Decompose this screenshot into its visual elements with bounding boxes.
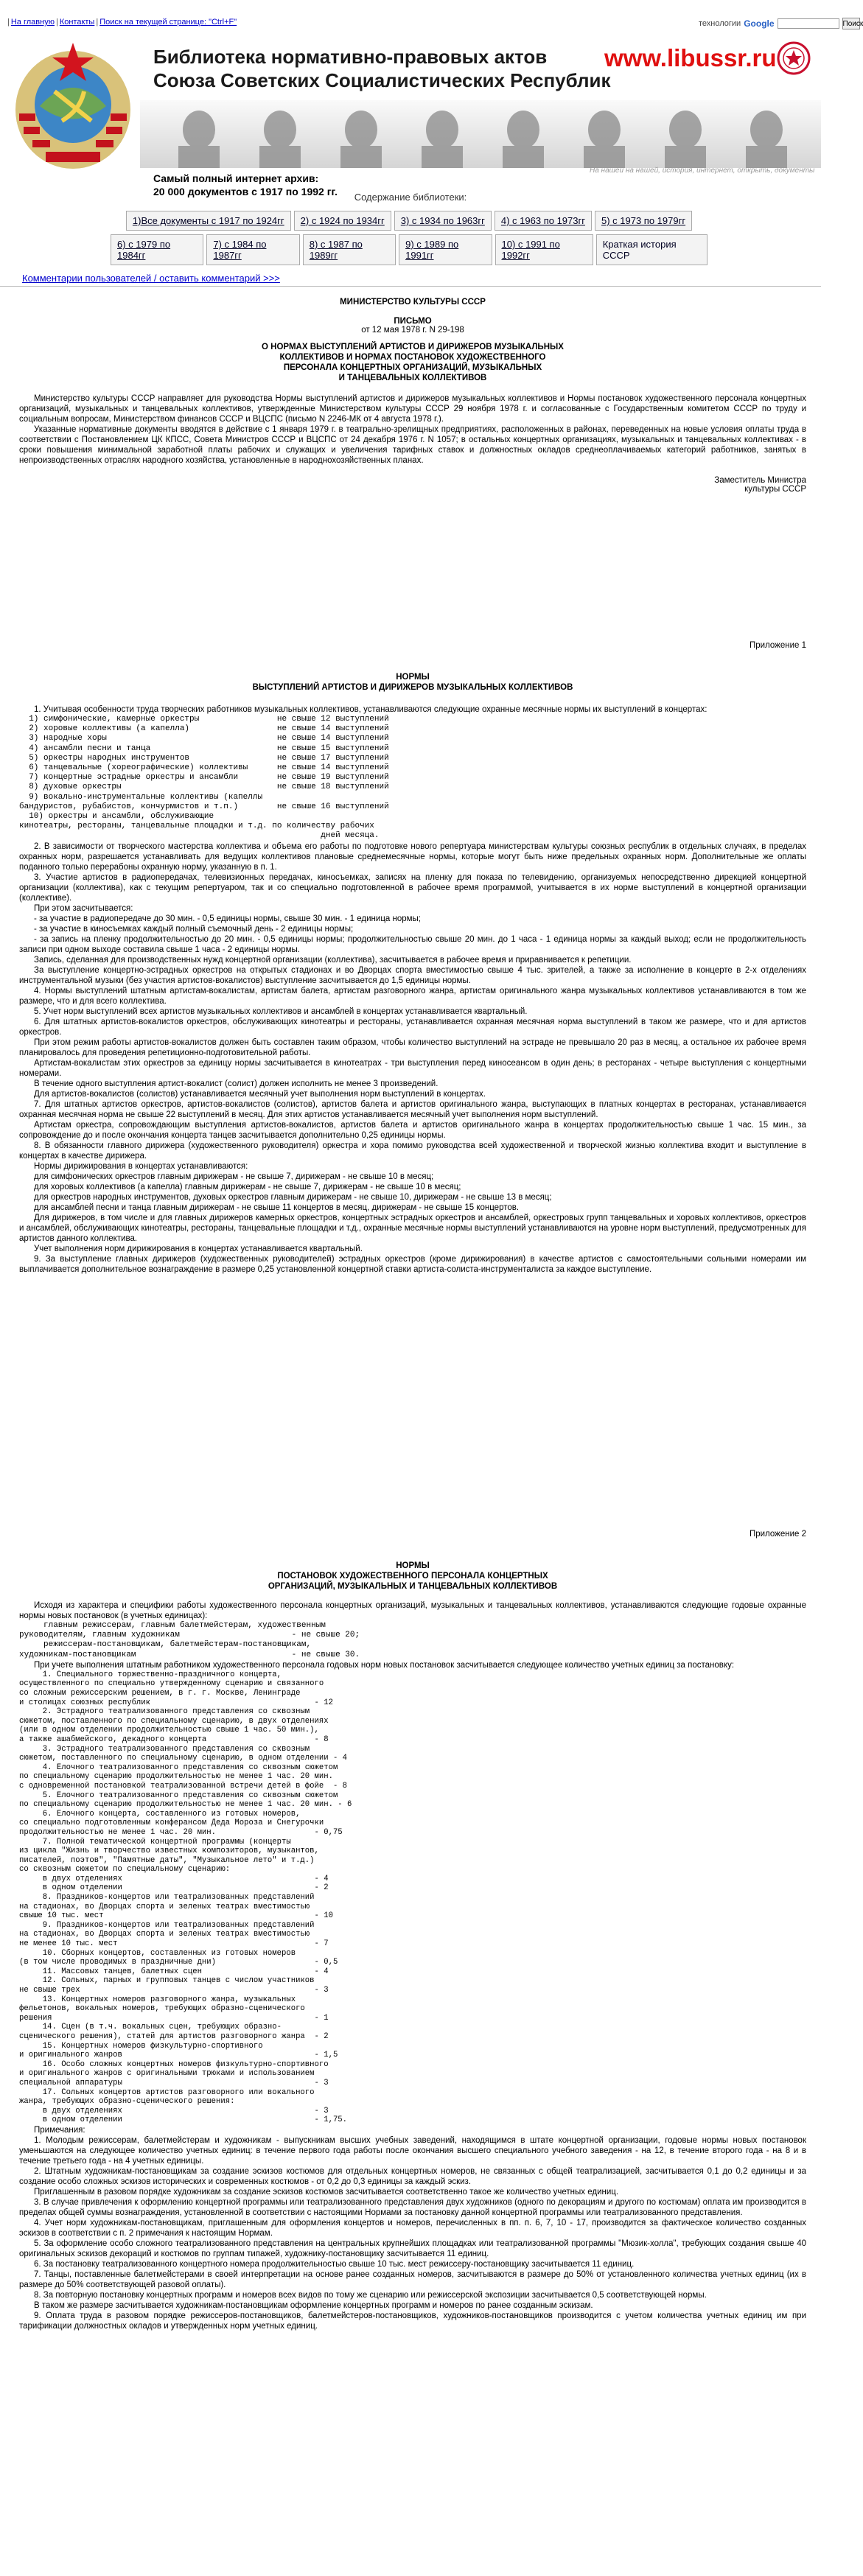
appendix1-paragraph: 9. За выступление главных дирижеров (художественных руководителей) эстрадных оркестров (кроме дирижирования) в качестве артистов с самостоятельными сольными номерами им выплачивается дополнительное вознаграждение в размере 0,25 установленной концертной ставки артиста-солиста-инструменталиста за каждое выступление. <box>19 1254 806 1274</box>
appendix1-paragraph: для хоровых коллективов (а капелла) главным дирижерам - не свыше 7, дирижерам - не свыше 10 в месяц; <box>34 1182 461 1191</box>
appendix2-title: НОРМЫ ПОСТАНОВОК ХУДОЖЕСТВЕННОГО ПЕРСОНАЛА КОНЦЕРТНЫХ ОРГАНИЗАЦИЙ, МУЗЫКАЛЬНЫХ И ТАНЦЕВАЛЬНЫХ КОЛЛЕКТИВОВ <box>268 1561 558 1591</box>
appendix1-paragraph: для ансамблей песни и танца главным дирижерам - не свыше 11 концертов в месяц, дирижерам - не свыше 15 концертов. <box>34 1203 520 1212</box>
appendix2-intro: Исходя из характера и специфики работы художественного персонала концертных организаций, музыкальных и танцевальных коллективов, устанавливаются следующие годовые охранные нормы новых постановок (в учетных единицах): <box>19 1601 806 1620</box>
period-nav-row2 <box>111 234 707 265</box>
appendix1-paragraph: 6. Для штатных артистов-вокалистов оркестров, обслуживающих кинотеатры и рестораны, устанавливается охранная месячная норма выступлений в таком же размере, что и для артистов оркестров. <box>19 1017 806 1037</box>
appendix2-units-list: 1. Специального торжественно-праздничного концерта, осуществленного по специально утвержденному сценарию и связанного со сложным режиссерским решением, в г. г. Москве, Ленинграде и столицах союзных республик - 12 2. Эстрадного театрализованного представления со сквозным сюжетом, поставленного по специальному сценарию, в двух отделениях (или в одном отделении продолжительностью свыше 1 час. 50 мин.), а также ашабмейского, декадного концерта - 8 3. Эстрадного театрализованного представления со сквозным сюжетом, поставленного по специальному сценарию, в одном отделении - 4 4. Елочного театрализованного представления со сквозным сюжетом по специальному сценарию продолжительностью не менее 1 час. 20 мин. с одновременной постановкой театрализованной встречи детей в фойе - 8 5. Елочного театрализованного представления со сквозным сюжетом по специальному сценарию продолжительностью не менее 1 час. 20 мин. - 6 6. Елочного концерта, составленного из готовых номеров, со специально подготовленным конферансом Деда Мороза и Снегурочки продолжительностью не менее 1 час. 20 мин. - 0,75 7. Полной тематической концертной программы (концерты из цикла "Жизнь и творчество известных композиторов, музыкантов, писателей, поэтов", "Памятные даты", "Музыкальное лето" и т.д.) со сквозным сюжетом по специальному сценарию: в двух отделениях - 4 в одном отделении - 2 8. Праздников-концертов или театрализованных представлений на стадионах, во Дворцах спорта и зеленых театрах вместимостью свыше 10 тыс. мест - 10 9. Праздников-концертов или театрализованных представлений на стадионах, во Дворцах спорта и зеленых театрах вместимостью не менее 10 тыс. мест - 7 10. Сборных концертов, составленных из готовых номеров (в том числе проводимых в праздничные дни) - 0,5 11. Массовых танцев, балетных сцен - 4 12. Сольных, парных и групповых танцев с числом участников не свыше трех - 3 13. Концертных номеров разговорного жанра, музыкальных фельетонов, вокальных номеров, требующих образно-сценического решения - 1 14. Сцен (в т.ч. вокальных сцен, требующих образно- сценического решения), статей для артистов разговорного жанра - 2 15. Концертных номеров физкультурно-спортивного и оригинального жанров - 1,5 16. Особо сложных концертных номеров физкультурно-спортивного и оригинального жанров с оригинальными трюками и использованием специальной аппаратуры - 3 17. Сольных концертов артистов разговорного или вокального жанра, требующих образно-сценического решения: в двух отделениях - 3 в одном отделении - 1,75. <box>19 1670 352 2125</box>
site-header <box>0 29 821 197</box>
letter-title: О НОРМАХ ВЫСТУПЛЕНИЙ АРТИСТОВ И ДИРИЖЕРОВ МУЗЫКАЛЬНЫХ КОЛЛЕКТИВОВ И НОРМАХ ПОСТАНОВОК ХУДОЖЕСТВЕННОГО ПЕРСОНАЛА КОНЦЕРТНЫХ ОРГАНИЗАЦИЙ, МУЗЫКАЛЬНЫХ И ТАНЦЕВАЛЬНЫХ КОЛЛЕКТИВОВ <box>262 343 564 382</box>
appendix1-paragraph: 3. Участие артистов в радиопередачах, телевизионных передачах, киносъемках, записях на пленку для показа по телевидению, организуемых непосредственно дирекцией концертной организации (коллектива), как с текущим репертуаром, так и со специально подготовленной в рабочее время программой, учитывается в их норме выступлений в концертной организации (коллективе). <box>19 872 806 903</box>
appendix1-paragraph: 2. В зависимости от творческого мастерства коллектива и объема его работы по подготовке нового репертуара министерствам культуры союзных республик в отдельных случаях, в пределах охранных норм, разрешается устанавливать для ведущих коллективов плановые среднемесячные нормы, которые могут быть ниже предельных охранных норм. Дополнительные же оплаты поданного только перерабоны охранную норму, указанную в п. 1. <box>19 841 806 872</box>
appendix2-note: 9. Оплата труда в разовом порядке режиссеров-постановщиков, балетмейстеров-постановщиков, художников-постановщиков производится с учетом количества учетных единиц им при тарификации должностных окладов и утвержденных норм учетных единиц. <box>19 2311 806 2331</box>
appendix1-paragraph: Для дирижеров, в том числе и для главных дирижеров камерных оркестров, концертных эстрадных оркестров и ансамблей, оркестровых групп танцевальных и хоровых коллективов, оркестров и ансамблей, обслуживающих кинотеатры, рестораны, танцевальные площадки и т.д., охранные месячные нормы выступлений устанавливаются на уровне норм выступлений, предусмотренных для артистов данного коллектива. <box>19 1213 806 1243</box>
appendix1-paragraph: 4. Нормы выступлений штатным артистам-вокалистам, артистам балета, артистам разговорного жанра, артистам оригинального жанра музыкальных коллективов устанавливаются в том же размере, что и для всего коллектива. <box>19 986 806 1006</box>
appendix1-paragraph: Учет выполнения норм дирижирования в концертах устанавливается квартальный. <box>34 1244 363 1253</box>
period-link-1[interactable]: 1)Все документы с 1917 по 1924гг <box>126 211 291 231</box>
appendix2-section <box>19 1530 806 2331</box>
appendix1-paragraph: 8. В обязанности главного дирижера (художественного руководителя) оркестра и хора помимо руководства всей художественной и творческой жизнью коллектива входит и выступление в концертах в качестве дирижера. <box>19 1141 806 1161</box>
appendix2-note: 3. В случае привлечения к оформлению концертной программы или театрализованного представления двух художников (одного по декорациям и другого по костюмам) оплата им производится в пределах общей суммы вознаграждения, установленной в соответствии с настоящими Нормами за постановку данной концертной программы или театрализованного представления. <box>19 2197 806 2217</box>
appendix1-paragraph: - за участие в киносъемках каждый полный съемочный день - 2 единицы нормы; <box>34 924 354 934</box>
site-search <box>699 18 863 29</box>
appendix1-paragraph: При этом режим работы артистов-вокалистов должен быть составлен таким образом, чтобы количество выступлений на эстраде не превышало 20 раз в месяц, а остальное их рабочее время планировалось для проведения репетиционно-подготовительной работы. <box>19 1037 806 1057</box>
search-label: технологии <box>699 19 741 28</box>
appendix1-paragraph: При этом засчитывается: <box>34 903 133 913</box>
period-link-2[interactable]: 2) с 1924 по 1934гг <box>294 211 391 231</box>
appendix2-units-intro: При учете выполнения штатным работником художественного персонала годовых норм новых постановок засчитывается следующее количество учетных единиц за постановку: <box>34 1660 735 1670</box>
top-links: | На главную | Контакты | Поиск на текущей странице: "Ctrl+F" <box>7 18 237 27</box>
letter-signature: Заместитель Министра культуры СССР <box>714 476 806 494</box>
appendix1-paragraph: Запись, сделанная для производственных нужд концертной организации (коллектива), засчитывается в рабочее время и приравнивается к репетиции. <box>34 955 632 965</box>
period-link-9[interactable]: 9) с 1989 по 1991гг <box>399 234 492 265</box>
period-link-10[interactable]: 10) с 1991 по 1992гг <box>495 234 593 265</box>
ministry-name: МИНИСТЕРСТВО КУЛЬТУРЫ СССР <box>340 298 486 307</box>
appendix1-title: НОРМЫ ВЫСТУПЛЕНИЙ АРТИСТОВ И ДИРИЖЕРОВ МУЗЫКАЛЬНЫХ КОЛЛЕКТИВОВ <box>252 673 573 692</box>
appendix2-note: 8. За повторную постановку концертных программ и номеров всех видов по тому же сценарию или режиссерской экспозиции засчитывается 0,5 соответствующей нормы. <box>34 2290 707 2300</box>
letter-section <box>19 298 806 494</box>
library-title-line1: Библиотека нормативно-правовых актов <box>153 46 548 68</box>
site-url[interactable]: www.libussr.ru <box>604 44 777 71</box>
search-input[interactable] <box>778 18 839 29</box>
header-tagline: На нашей на нашей, история, интернет, открыть, документы <box>590 167 815 175</box>
ussr-emblem-icon <box>10 40 136 172</box>
appendix1-norms-list: 1) симфонические, камерные оркестры не свыше 12 выступлений 2) хоровые коллективы (а капелла) не свыше 14 выступлений 3) народные хоры не свыше 14 выступлений 4) ансамбли песни и танца не свыше 15 выступлений 5) оркестры народных инструментов не свыше 17 выступлений 6) танцевальные (хореографические) коллективы не свыше 14 выступлений 7) концертные эстрадные оркестры и ансамбли не свыше 19 выступлений 8) духовые оркестры не свыше 18 выступлений 9) вокально-инструментальные коллективы (капеллы бандуристов, рубабистов, кончурмистов и т.п.) не свыше 16 выступлений 10) оркестры и ансамбли, обслуживающие кинотеатры, рестораны, танцевальные площадки и т.д. по количеству рабочих дней месяца. <box>19 715 389 841</box>
appendix2-note: 5. За оформление особо сложного театрализованного представления на центральных крупнейших площадках или театрализованной программы "Мюзик-холла", требующих создания свыше 40 оригинальных эскизов декораций и костюмов по группам типажей, художнику-постановщику засчитывается 11 единиц. <box>19 2239 806 2258</box>
appendix1-label: Приложение 1 <box>749 641 806 650</box>
comments-link[interactable]: Комментарии пользователей / оставить комментарий >>> <box>22 273 280 284</box>
period-link-7[interactable]: 7) с 1984 по 1987гг <box>206 234 299 265</box>
appendix1-paragraph: Для артистов-вокалистов (солистов) устанавливается месячный учет выполнения норм выступлений в концертах. <box>34 1089 486 1099</box>
letter-kind: ПИСЬМО <box>394 317 432 326</box>
divider <box>0 286 821 287</box>
appendix1-paragraph: 7. Для штатных артистов оркестров, артистов-вокалистов (солистов), артистов балета и артистов оригинального жанра, выступающих в платных концертах в ресторанах, устанавливается охранная месячная норма не свыше 22 выступлений в месяц. Для этих артистов устанавливается месячный учет выполнения норм выступлений. <box>19 1099 806 1119</box>
period-nav-row1 <box>111 211 707 231</box>
appendix2-note: Приглашенным в разовом порядке художникам за создание эскизов костюмов засчитывается соответственно такое же количество учетных единиц. <box>34 2187 619 2197</box>
appendix1-paragraph: За выступление концертно-эстрадных оркестров на открытых стадионах и во Дворцах спорта вместимостью свыше 4 тыс. зрителей, а также за исполнение в концерте в 2-х отделениях инструментальной музыки (без участия артистов-вокалистов) выступление засчитывается до 1,5 единицы нормы. <box>19 965 806 985</box>
appendix1-paragraph: Нормы дирижирования в концертах устанавливаются: <box>34 1161 248 1171</box>
appendix2-note: 1. Молодым режиссерам, балетмейстерам и художникам - выпускникам высших учебных заведений, находящимся в штате концертной организации, годовые нормы новых постановок уменьшаются на следующее количество учетных единиц: в течение первого года работы после окончания высшего специального учебного заведения - на 12, в течение второго года - на 8 и в течение третьего года - на 4 учетных единицы. <box>19 2135 806 2166</box>
appendix1-paragraph: Артистам оркестра, сопровождающим выступления артистов-вокалистов, артистов балета и артистов оригинального жанра в концертах продолжительностью свыше 1 час. 15 мин., за сопровождение до и после окончания концерта танцев засчитывается дополнительно 0,25 единицы нормы. <box>19 1120 806 1140</box>
archive-line1: Самый полный интернет архив: <box>153 172 319 184</box>
appendix2-label: Приложение 2 <box>749 1530 806 1539</box>
appendix2-note: 7. Танцы, поставленные балетмейстерами в своей интерпретации на основе ранее созданных номеров, засчитываются в размере до 50% от установленного количества учетных единиц (их в размере до 50% соответствующей разовой оплаты). <box>19 2269 806 2289</box>
appendix1-intro: 1. Учитывая особенности труда творческих работников музыкальных коллективов, устанавливаются следующие охранные месячные нормы их выступлений в концертах: <box>34 705 707 714</box>
period-link-8[interactable]: 8) с 1987 по 1989гг <box>303 234 396 265</box>
home-link[interactable]: На главную <box>10 18 55 27</box>
appendix1-paragraph: - за участие в радиопередаче до 30 мин. - 0,5 единицы нормы, свыше 30 мин. - 1 единица нормы; <box>34 914 422 923</box>
portraits-image <box>140 100 821 168</box>
appendix1-paragraph: - за запись на пленку продолжительностью до 20 мин. - 0,5 единицы нормы; продолжительностью свыше 20 мин. до 1 часа - 1 единица нормы за каждый выход; если не продолжительность записи при одном выходе составила свыше 1 часа - 2 единицы нормы. <box>19 934 806 954</box>
letter-paragraph-2: Указанные нормативные документы вводятся в действие с 1 января 1979 г. в театрально-зрелищных предприятиях, расположенных в районах, переведенных на новые условия оплаты труда в соответствии с Постановлением ЦК КПСС, Совета Министров СССР и ВЦСПС от 24 декабря 1976 г. N 1057; в остальных концертных организациях, музыкальных и танцевальных коллективах - в сроки повышения минимальной заработной платы рабочих и служащих и увеличения тарифных ставок и должностных окладов среднеоплачиваемых категорий работников, занятых в непроизводственных отраслях народного хозяйства, установленные в народнохозяйственных планах. <box>19 425 806 465</box>
appendix1-paragraph: для симфонических оркестров главным дирижерам - не свыше 7, дирижерам - не свыше 10 в месяц; <box>34 1172 434 1181</box>
appendix2-notes <box>19 2135 806 2331</box>
period-link-3[interactable]: 3) с 1934 по 1963гг <box>394 211 492 231</box>
letter-paragraph-1: Министерство культуры СССР направляет для руководства Нормы выступлений артистов и дирижеров музыкальных коллективов и Нормы постановок художественного персонала концертных организаций, музыкальных и танцевальных коллективов, утвержденные Министерством культуры СССР 29 ноября 1978 г. и согласованные с Государственным комитетом СССР по труду и социальным вопросам, Министерством финансов СССР и ВЦСПС (письмо N 2246-МК от 4 августа 1978 г.). <box>19 394 806 424</box>
library-title-line2: Союза Советских Социалистических Республик <box>153 69 611 91</box>
contacts-link[interactable]: Контакты <box>59 18 95 27</box>
appendix1-paragraph: 5. Учет норм выступлений всех артистов музыкальных коллективов и ансамблей в концертах устанавливается квартальный. <box>34 1007 528 1016</box>
appendix2-note: 6. За постановку театрализованного концертного номера продолжительностью свыше 10 тыс. мест режиссеру-постановщику засчитывается 11 единиц. <box>34 2259 635 2269</box>
letter-date: от 12 мая 1978 г. N 29-198 <box>361 326 464 335</box>
libussr-stamp-icon <box>777 41 811 75</box>
appendix1-section <box>19 641 806 1275</box>
appendix1-paragraph: В течение одного выступления артист-вокалист (солист) должен исполнить не менее 3 произведений. <box>34 1079 439 1088</box>
google-brand: Google <box>744 18 775 29</box>
appendix1-body <box>19 841 806 1275</box>
leaders-portraits-banner <box>140 100 821 168</box>
period-link-5[interactable]: 5) с 1973 по 1979гг <box>595 211 692 231</box>
search-button[interactable]: Поиск <box>842 18 860 29</box>
archive-line2: 20 000 документов с 1917 по 1992 гг. <box>153 186 338 197</box>
appendix2-annual-norms: главным режиссерам, главным балетмейстерам, художественным руководителям, главным художникам - не свыше 20; режиссерам-постановщикам, балетмейстерам-постановщикам, художникам-постановщикам - не свыше 30. <box>19 1621 360 1659</box>
notes-title: Примечания: <box>34 2125 85 2135</box>
find-on-page-link[interactable]: Поиск на текущей странице: "Ctrl+F" <box>99 18 237 27</box>
top-bar <box>0 0 863 29</box>
period-link-6[interactable]: 6) с 1979 по 1984гг <box>111 234 203 265</box>
ussr-history-link[interactable]: Краткая история СССР <box>596 234 707 265</box>
appendix2-note: В таком же размере засчитывается художникам-постановщикам оформление концертных программ и номеров по ранее созданным эскизам. <box>34 2300 593 2310</box>
period-link-4[interactable]: 4) с 1963 по 1973гг <box>495 211 592 231</box>
appendix1-paragraph: для оркестров народных инструментов, духовых оркестров главным дирижерам - не свыше 10, дирижерам - не свыше 13 в месяц; <box>34 1192 552 1202</box>
appendix1-paragraph: Артистам-вокалистам этих оркестров за единицу нормы засчитывается в кинотеатрах - три выступления перед киносеансом в один день; в ресторанах - четыре выступления с концертными номерами. <box>19 1058 806 1078</box>
appendix2-note: 2. Штатным художникам-постановщикам за создание эскизов костюмов для отдельных концертных номеров, не связанных с общей театрализацией, засчитывается 0,1 до 0,2 единицы и за создание особо сложных эскизов исторических и современных костюмов - от 0,2 до 0,3 единицы за каждый эскиз. <box>19 2166 806 2186</box>
contents-title: Содержание библиотеки: <box>354 192 467 203</box>
appendix2-note: 4. Учет норм художникам-постановщикам, приглашенным для оформления концертов и номеров, перечисленных в пп. п. 6, 7, 10 - 17, производится за фактическое количество созданных эскизов в соответствии с п. 2 примечания к настоящим Нормам. <box>19 2218 806 2238</box>
